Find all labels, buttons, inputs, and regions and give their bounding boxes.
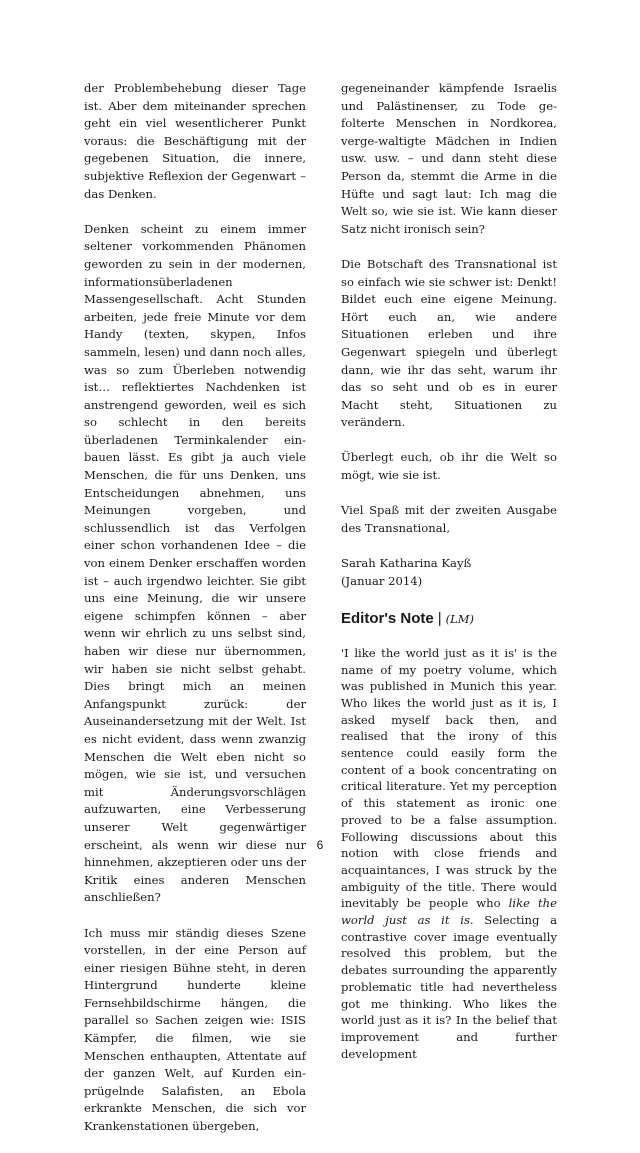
- signature-date: (Januar 2014): [341, 573, 423, 588]
- body-paragraph: gegeneinander kämpfende Israelis und Palästinenser, zu Tode ge-folterte Menschen in Nordkorea, verge-waltigte Mädchen in Indien usw. usw. – und dann steht diese Person da, stemmt die Arme in die Hüfte und sagt laut: Ich mag die Welt so, wie sie ist. Wie kann dieser Satz nicht ironisch sein?: [341, 81, 557, 236]
- right-column: [341, 80, 557, 1080]
- editor-note-text: 'I like the world just as it is' is the name of my poetry volume, which was published in Munich this year. Who likes the world just as it is, I asked myself back then, and realised that the irony of this sentence could easily form the content of a book concentrating on critical literature. Yet my perception of this statement as ironic one proved to be a false assumption. Following discussions about this notion with close friends and acquaintances, I was struck by the ambiguity of the title. There would inevitably be people who: [341, 645, 557, 911]
- heading-separator: |: [437, 610, 442, 628]
- body-paragraph: Ich muss mir ständig dieses Szene vorstellen, in der eine Person auf einer riesigen Bühne steht, in deren Hintergrund hunderte kleine Fernsehbildschirme hängen, die parallel so Sachen zeigen wie: ISIS Kämpfer, die filmen, wie sie Menschen enthaupten, Attentate auf der ganzen Welt, auf Kurden ein-prügelnde Salafisten, an Ebola erkrankte Menschen, die sich vor Krankenstationen übergeben,: [84, 925, 306, 1134]
- editor-note-paragraph: [341, 645, 557, 1063]
- body-paragraph: der Problembehebung dieser Tage ist. Aber dem miteinander sprechen geht ein viel wesentlicherer Punkt voraus: die Beschäftigung mit der gegebenen Situation, die innere, subjektive Reflexion der Gegenwart – das Denken.: [84, 81, 306, 201]
- left-column: [84, 80, 306, 1153]
- editor-note-heading: [341, 610, 557, 629]
- editor-note-text-continued: . Selecting a contrastive cover image eventually resolved this problem, but the debates surrounding the apparently problematic title had nevertheless got me thinking. Who likes the world just as it is? In the belief that improvement and further development: [341, 913, 558, 1061]
- page-number: 6: [316, 838, 324, 852]
- body-paragraph: Denken scheint zu einem immer seltener vorkommenden Phänomen geworden zu sein in der modernen, informationsüberladenen Massengesellschaft. Acht Stunden arbeiten, jede freie Minute vor dem Handy (texten, skypen, Infos sammeln, lesen) und dann noch alles, was so zum Überleben notwendig ist… reflektiertes Nachdenken ist anstrengend geworden, weil es sich so schlecht in den bereits überladenen Terminkalender einbauen lässt. Es gibt ja auch viele Menschen, die für uns Denken, uns Entscheidungen abnehmen, uns Meinungen vorgeben, und schlussendlich ist das Verfolgen einer schon vorhandenen Idee – die von einem Denker erschaffen worden ist – auch irgendwo leichter. Sie gibt uns eine Meinung, die wir unsere eigene schimpfen können – aber wenn wir ehrlich zu uns selbst sind, haben wir diese nur übernommen, wir haben sie nicht selbst gehabt. Dies bringt mich an meinen Anfangspunkt zurück: der Auseinandersetzung mit der Welt. Ist es nicht evident, dass wenn zwanzig Menschen die Welt eben nicht so mögen, wie sie ist, und versuchen mit Änderungsvorschlägen aufzuwarten, eine Verbesserung unserer Welt gegenwärtiger erscheint, als wenn wir diese nur hinnehmen, akzeptieren oder uns der Kritik eines anderen Menschen anschließen?: [84, 221, 306, 905]
- body-paragraph: Überlegt euch, ob ihr die Welt so mögt, wie sie ist.: [341, 450, 557, 483]
- body-paragraph: Die Botschaft des Transnational ist so einfach wie sie schwer ist: Denkt! Bildet euch eine eigene Meinung. Hört euch an, wie andere Situationen erleben und ihre Gegenwart spiegeln und überlegt dann, wie ihr das seht, warum ihr das so seht und ob es in eurer Macht steht, Situationen zu verändern.: [341, 256, 557, 430]
- editor-note-title: Editor's Note: [341, 610, 434, 628]
- signature-name: Sarah Katharina Kayß: [341, 556, 472, 571]
- editor-initials: (LM): [445, 612, 475, 627]
- editor-note-italic-phrase: like the world just as it is: [341, 896, 557, 928]
- body-paragraph: Viel Spaß mit der zweiten Ausgabe des Transnational,: [341, 503, 557, 535]
